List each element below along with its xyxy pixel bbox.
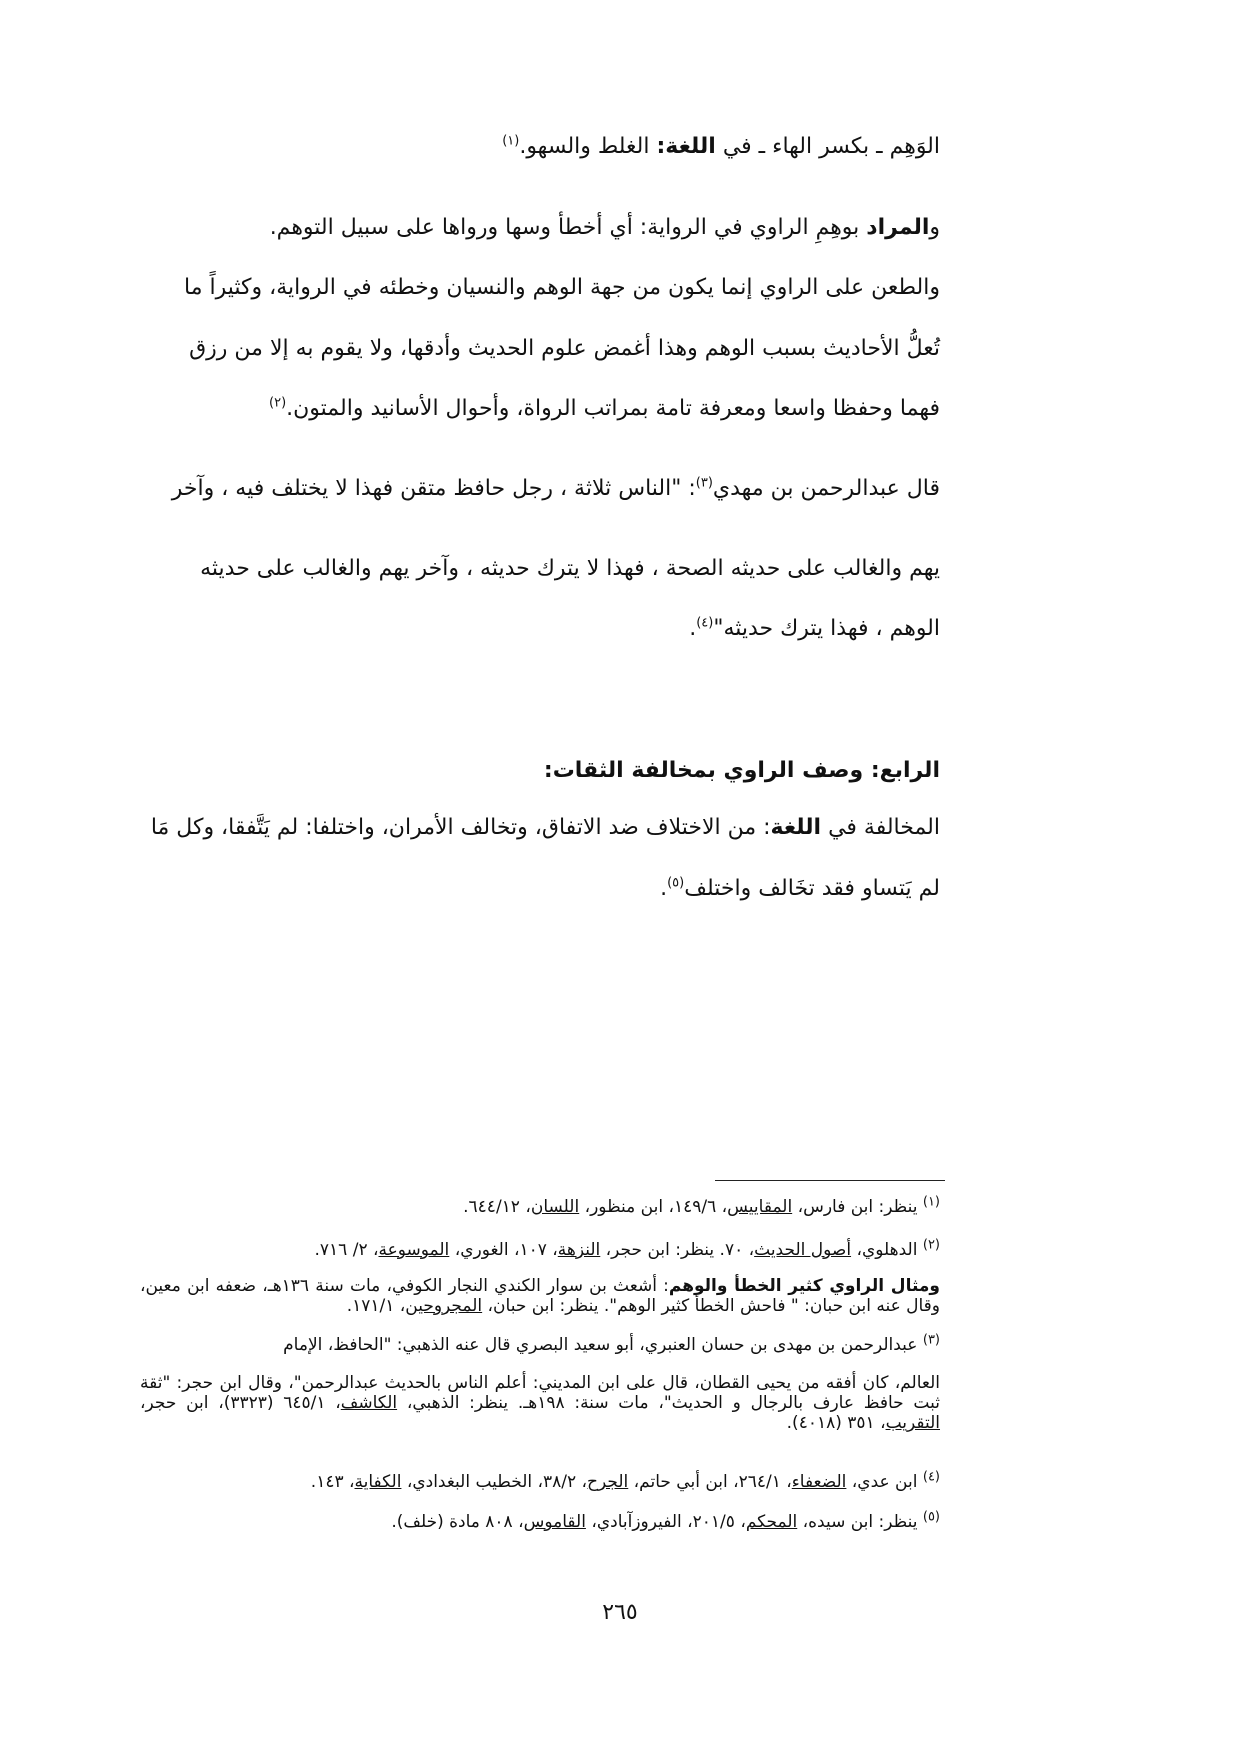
paragraph-line-9 [140,815,940,840]
footnote-divider [715,1180,945,1181]
text: و [929,215,940,240]
text: ، ٧٠. ينظر: ابن حجر، [600,1240,755,1260]
text: الوَهِم ـ بكسر الهاء ـ في [715,134,940,159]
source-title: المقاييس [727,1197,793,1217]
text: العالم، كان أفقه من يحيى القطان، قال على ابن المديني: أعلم الناس بالحديث عبدالرحمن"، وقال ابن حجر: "ثقة ثبت حافظ عارف بالرجال و الحديث"، مات سنة: ١٩٨هـ. ينظر: الذهبي، [140,1373,940,1413]
footnote-ref[interactable]: (١) [502,133,520,149]
footnote-1 [140,1194,940,1217]
source-title: الكاشف [340,1393,398,1413]
paragraph-line-7: يهم والغالب على حديثه الصحة ، فهذا لا يترك حديثه ، وآخر يهم والغالب على حديثه [200,556,940,581]
paragraph-line-8 [140,616,940,641]
page-number: ٢٦٥ [602,1600,638,1625]
footnote-ref[interactable]: (٢) [269,395,287,411]
paragraph-2 [140,215,940,240]
text: فهما وحفظا واسعا ومعرفة تامة بمراتب الرواة، وأحوال الأسانيد والمتون. [286,396,940,421]
text: ، ١٤٩/٦، ابن منظور، [579,1197,728,1217]
bold-term: اللغة [770,815,822,840]
paragraph-line-10 [140,876,940,901]
paragraph-line-3: والطعن على الراوي إنما يكون من جهة الوهم والنسيان وخطئه في الرواية، وكثيراً ما [184,275,940,300]
source-title: القاموس [523,1512,586,1532]
footnote-5 [140,1509,940,1532]
footnote-3-continued [140,1373,940,1433]
text: قال عبدالرحمن بن مهدي [712,476,940,501]
source-title: أصول الحديث [754,1240,852,1260]
source-title: المجروحين [405,1296,483,1316]
paragraph-line-5 [140,396,940,421]
text: ينظر: ابن سيده، [797,1512,923,1532]
text: ، ٢٠١/٥، الفيروزآبادي، [585,1512,746,1532]
text: عبدالرحمن بن مهدى بن حسان العنبري، أبو سعيد البصري قال عنه الذهبي: "الحافظ، الإمام [283,1335,923,1355]
source-title: الموسوعة [378,1240,450,1260]
text: ، ١٠٧، الغوري، [449,1240,558,1260]
bold-term: المراد [866,215,930,240]
footnote-3 [140,1332,940,1355]
text: المخالفة في [821,815,940,840]
text: ، ٣٥١ (٤٠١٨). [786,1413,886,1433]
source-title: المحكم [745,1512,798,1532]
text: ينظر: ابن فارس، [792,1197,923,1217]
text: الوهم ، فهذا يترك حديثه" [713,616,940,641]
bold-term: ومثال الراوي كثير الخطأ والوهم [668,1276,940,1296]
footnote-number: (٣) [922,1332,940,1348]
text: : أشعث بن سوار الكندي النجار الكوفي، مات سنة ١٣٦هـ، ضعفه ابن معين، وقال عنه ابن حبان: " فاحش الخطأ كثير الوهم". ينظر: ابن حبان، [140,1276,940,1316]
footnote-number: (١) [922,1194,940,1210]
text: ، ٦٤٥/١ (٣٣٢٣)، ابن حجر، [140,1393,341,1413]
text: الغلط والسهو. [519,134,657,159]
bold-term: اللغة: [656,134,716,159]
source-title: الجرح [587,1472,629,1492]
footnote-4 [140,1469,940,1492]
text: : من الاختلاف ضد الاتفاق، وتخالف الأمران، واختلفا: لم يَتَّفقا، وكل مَا [150,815,771,840]
text: ، ٢/ ٧١٦. [314,1240,379,1260]
footnote-2-continued [140,1276,940,1316]
footnote-number: (٢) [922,1237,940,1253]
footnote-ref[interactable]: (٥) [667,875,685,891]
text: ، ٦٤٤/١٢. [463,1197,531,1217]
text: ، ٣٨/٢، الخطيب البغدادي، [401,1472,588,1492]
text: لم يَتساو فقد تخَالف واختلف [684,876,940,901]
text: ، ١٧١/١. [346,1296,406,1316]
footnote-number: (٥) [922,1509,940,1525]
paragraph-line-6 [140,476,940,501]
source-title: النزهة [557,1240,601,1260]
footnote-2 [140,1237,940,1260]
text: ، ١٤٣. [310,1472,355,1492]
source-title: الكفاية [354,1472,402,1492]
text: . [689,616,697,641]
text: بوهِمِ الراوي في الرواية: أي أخطأ وسها ورواها على سبيل التوهم. [269,215,867,240]
footnote-ref[interactable]: (٣) [695,475,713,491]
footnote-number: (٤) [922,1469,940,1485]
section-heading: الرابع: وصف الراوي بمخالفة الثقات: [543,758,940,783]
text: الدهلوي، [851,1240,923,1260]
text: ابن عدي، [846,1472,923,1492]
text: ، ٨٠٨ مادة (خلف). [391,1512,524,1532]
source-title: التقريب [885,1413,940,1433]
paragraph-1 [140,134,940,159]
paragraph-line-4: تُعلُّ الأحاديث بسبب الوهم وهذا أغمض علوم الحديث وأدقها، ولا يقوم به إلا من رزق [189,336,940,361]
text: : "الناس ثلاثة ، رجل حافظ متقن فهذا لا يختلف فيه ، وآخر [171,476,696,501]
source-title: اللسان [530,1197,580,1217]
text: . [660,876,668,901]
source-title: الضعفاء [791,1472,847,1492]
footnote-ref[interactable]: (٤) [696,615,714,631]
text: ، ٢٦٤/١، ابن أبي حاتم، [628,1472,792,1492]
